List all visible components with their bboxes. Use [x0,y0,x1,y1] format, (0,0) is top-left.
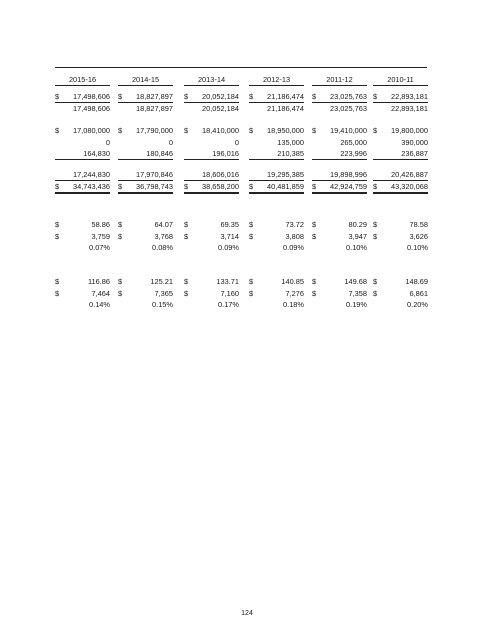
cell-value: 116.86 [87,277,110,286]
dollar-sign: $ [118,220,123,229]
cell-value: 19,898,996 [330,170,367,179]
table-cell [249,137,304,148]
cell-value: 0.10% [407,243,428,252]
table-cell [249,148,304,160]
dollar-sign: $ [184,126,189,135]
cell-value: 18,827,897 [136,92,173,101]
dollar-sign: $ [312,126,317,135]
table-cell [373,181,428,194]
cell-value: 17,080,000 [73,126,110,135]
table-cell [373,288,428,299]
cell-value: 3,714 [220,231,239,241]
table-cell [312,148,367,160]
dollar-sign: $ [373,231,378,241]
cell-value: 3,808 [285,231,304,241]
table-cell [373,103,428,114]
cell-value: 7,358 [348,288,367,298]
table-cell [118,103,173,114]
dollar-sign: $ [55,220,60,229]
cell-value: 7,276 [285,288,304,298]
cell-value: 0 [234,137,239,147]
cell-value: 0.17% [218,300,239,309]
cell-value: 21,186,474 [267,103,304,113]
cell-value: 23,025,763 [330,103,367,113]
dollar-sign: $ [249,220,254,229]
header-underline [373,85,428,86]
cell-value: 0.09% [218,243,239,252]
cell-value: 36,798,743 [136,181,173,191]
cell-value: 236,887 [401,149,428,158]
cell-value: 69.35 [220,220,239,229]
cell-value: 149.68 [344,277,367,286]
cell-value: 148.69 [405,277,428,286]
table-cell [118,242,173,253]
dollar-sign: $ [118,231,123,241]
dollar-sign: $ [55,231,60,241]
column-header: 2010-11 [387,75,414,84]
table-cell [312,288,367,299]
table-cell [55,288,110,299]
cell-value: 125.21 [150,277,173,286]
column-header: 2015-16 [68,75,97,84]
table-cell [312,299,367,310]
dollar-sign: $ [118,181,123,191]
table-cell [373,125,428,136]
table-cell [184,276,239,287]
cell-value: 18,606,016 [202,170,239,179]
table-cell [312,169,367,181]
table-cell [312,91,367,103]
dollar-sign: $ [55,277,60,286]
table-cell [184,242,239,253]
dollar-sign: $ [118,92,123,101]
table-cell [373,137,428,148]
dollar-sign: $ [184,92,189,101]
cell-value: 223,996 [340,149,367,158]
cell-value: 265,000 [340,137,367,147]
table-cell [373,299,428,310]
cell-value: 80.29 [348,220,367,229]
table-cell [55,103,110,114]
table-cell [312,137,367,148]
cell-value: 135,000 [277,137,304,147]
table-cell [184,169,239,181]
cell-value: 0.15% [152,300,173,309]
cell-value: 43,320,068 [391,181,428,191]
dollar-sign: $ [312,277,317,286]
table-cell [184,148,239,160]
dollar-sign: $ [184,181,189,191]
table-cell [249,231,304,242]
dollar-sign: $ [312,181,317,191]
cell-value: 196,016 [212,149,239,158]
cell-value: 19,295,385 [267,170,304,179]
cell-value: 64.07 [154,220,173,229]
table-cell [118,169,173,181]
cell-value: 0.18% [283,300,304,309]
cell-value: 20,426,887 [391,170,428,179]
cell-value: 34,743,436 [73,181,110,191]
table-cell [118,91,173,103]
table-cell [184,219,239,230]
dollar-sign: $ [373,220,378,229]
table-cell [312,231,367,242]
dollar-sign: $ [55,288,60,298]
table-cell [249,91,304,103]
table-cell [249,169,304,181]
cell-value: 17,498,606 [73,103,110,113]
table-cell [118,231,173,242]
cell-value: 20,052,184 [202,103,239,113]
cell-value: 0.09% [283,243,304,252]
cell-value: 19,410,000 [330,126,367,135]
dollar-sign: $ [249,277,254,286]
table-cell [55,148,110,160]
table-cell [55,242,110,253]
table-cell [312,181,367,194]
dollar-sign: $ [249,288,254,298]
cell-value: 0.14% [89,300,110,309]
table-cell [184,231,239,242]
cell-value: 17,790,000 [136,126,173,135]
table-cell [55,91,110,103]
table-cell [55,125,110,136]
cell-value: 22,893,181 [391,103,428,113]
cell-value: 18,410,000 [202,126,239,135]
cell-value: 7,464 [91,288,110,298]
table-cell [249,299,304,310]
table-cell [373,231,428,242]
table-cell [249,276,304,287]
column-header: 2013-14 [197,75,226,84]
cell-value: 0.08% [152,243,173,252]
column-header: 2011-12 [326,75,353,84]
cell-value: 58.86 [91,220,110,229]
dollar-sign: $ [373,277,378,286]
dollar-sign: $ [373,92,378,101]
cell-value: 0 [105,137,110,147]
cell-value: 22,893,181 [391,92,428,101]
table-cell [312,219,367,230]
cell-value: 20,052,184 [202,92,239,101]
table-cell [312,103,367,114]
dollar-sign: $ [55,126,60,135]
dollar-sign: $ [118,126,123,135]
table-cell [312,125,367,136]
table-cell [118,148,173,160]
cell-value: 6,861 [409,288,428,298]
dollar-sign: $ [55,181,60,191]
column-header: 2014-15 [131,75,160,84]
table-cell [373,169,428,181]
table-cell [249,103,304,114]
table-cell [249,288,304,299]
cell-value: 0.07% [89,243,110,252]
table-cell [118,276,173,287]
table-cell [55,137,110,148]
cell-value: 0 [168,137,173,147]
table-cell [118,219,173,230]
cell-value: 0.19% [346,300,367,309]
header-underline [249,85,304,86]
header-underline [184,85,239,86]
table-cell [184,103,239,114]
table-cell [312,242,367,253]
cell-value: 17,498,606 [73,92,110,101]
table-cell [184,91,239,103]
dollar-sign: $ [184,277,189,286]
cell-value: 140.85 [281,277,304,286]
dollar-sign: $ [55,92,60,101]
header-underline [312,85,367,86]
table-cell [373,91,428,103]
dollar-sign: $ [312,288,317,298]
cell-value: 78.58 [409,220,428,229]
cell-value: 7,160 [220,288,239,298]
cell-value: 17,970,846 [136,170,173,179]
dollar-sign: $ [118,277,123,286]
cell-value: 0.20% [407,300,428,309]
table-cell [55,231,110,242]
table-cell [373,242,428,253]
dollar-sign: $ [312,92,317,101]
page-number: 124 [241,610,253,617]
cell-value: 19,800,000 [391,126,428,135]
dollar-sign: $ [373,288,378,298]
table-cell [118,288,173,299]
dollar-sign: $ [312,231,317,241]
dollar-sign: $ [249,92,254,101]
table-cell [373,276,428,287]
cell-value: 3,759 [91,231,110,241]
table-cell [118,125,173,136]
cell-value: 42,924,759 [330,181,367,191]
dollar-sign: $ [249,181,254,191]
table-cell [184,288,239,299]
cell-value: 21,186,474 [267,92,304,101]
top-rule [55,67,427,68]
cell-value: 180,846 [146,149,173,158]
table-cell [118,181,173,194]
cell-value: 0.10% [346,243,367,252]
cell-value: 40,481,859 [267,181,304,191]
cell-value: 38,658,200 [202,181,239,191]
dollar-sign: $ [373,181,378,191]
dollar-sign: $ [373,126,378,135]
table-cell [312,276,367,287]
column-header: 2012-13 [262,75,291,84]
cell-value: 3,768 [154,231,173,241]
header-underline [55,85,110,86]
table-cell [249,242,304,253]
table-cell [55,219,110,230]
dollar-sign: $ [184,288,189,298]
cell-value: 133.71 [216,277,239,286]
dollar-sign: $ [184,220,189,229]
dollar-sign: $ [312,220,317,229]
cell-value: 3,626 [409,231,428,241]
table-cell [55,276,110,287]
table-cell [184,137,239,148]
cell-value: 17,244,830 [73,170,110,179]
table-cell [249,181,304,194]
dollar-sign: $ [118,288,123,298]
table-cell [184,125,239,136]
table-cell [249,125,304,136]
cell-value: 164,830 [83,149,110,158]
cell-value: 23,025,763 [330,92,367,101]
cell-value: 7,365 [154,288,173,298]
cell-value: 3,947 [348,231,367,241]
table-cell [373,219,428,230]
table-cell [55,299,110,310]
table-cell [373,148,428,160]
table-cell [118,137,173,148]
table-cell [55,181,110,194]
cell-value: 73.72 [285,220,304,229]
table-cell [249,219,304,230]
cell-value: 390,000 [401,137,428,147]
dollar-sign: $ [249,231,254,241]
table-cell [184,181,239,194]
table-cell [118,299,173,310]
cell-value: 210,385 [277,149,304,158]
cell-value: 18,950,000 [267,126,304,135]
table-cell [55,169,110,181]
dollar-sign: $ [249,126,254,135]
dollar-sign: $ [184,231,189,241]
header-underline [118,85,173,86]
cell-value: 18,827,897 [136,103,173,113]
table-cell [184,299,239,310]
